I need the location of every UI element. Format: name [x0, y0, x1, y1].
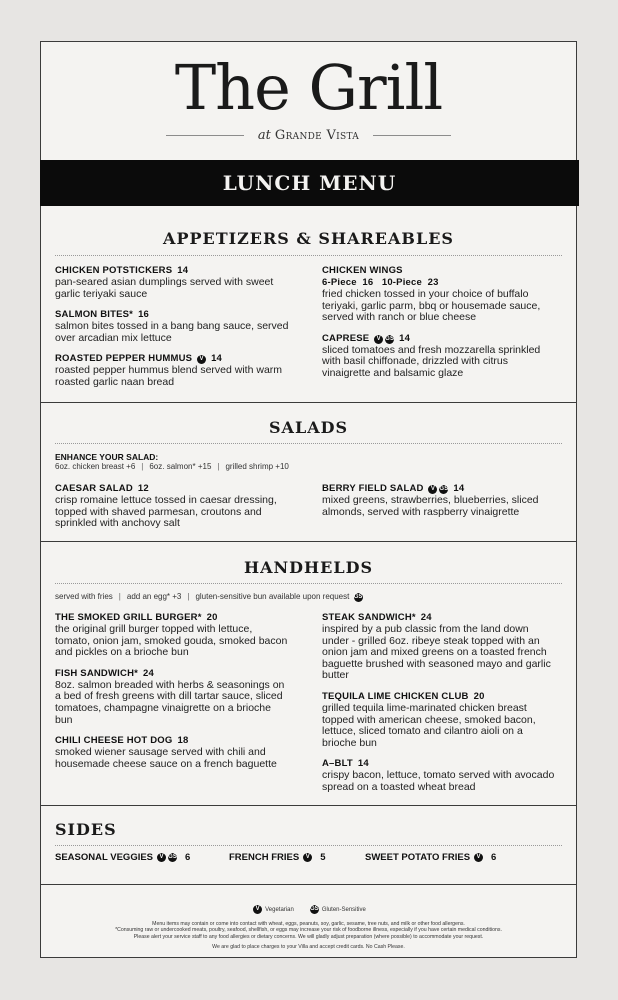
gluten-sensitive-icon: GS — [309, 906, 319, 912]
item-name: SALMON BITES* — [55, 309, 134, 321]
item-name: FRENCH FRIES — [229, 852, 300, 863]
item-options: 6-Piece 16 10-Piece 23 — [322, 277, 439, 288]
salads-title: SALADS — [268, 418, 349, 437]
menu-item — [322, 483, 557, 518]
item-name: SWEET POTATO FRIES — [365, 852, 471, 863]
sides-divider — [55, 845, 562, 846]
item-price: 6 — [185, 852, 191, 863]
item-description: pan-seared asian dumplings served with sweet garlic teriyaki sauce — [55, 276, 274, 300]
legend-gluten-sensitive: Gluten-Sensitive — [321, 906, 366, 913]
item-description: 8oz. salmon breaded with herbs & seasonings on a bed of fresh greens with dill tartar sauce, sliced tomatoes, champagne vinaigrette on a brioche bun — [55, 678, 285, 726]
item-price: 14 — [453, 483, 465, 494]
item-price: 12 — [137, 483, 149, 494]
lunch-menu-banner: LUNCH MENU — [40, 160, 579, 206]
salads-divider — [55, 443, 562, 444]
item-price: 6 — [491, 852, 497, 863]
item-name: ROASTED PEPPER HUMMUS — [55, 353, 193, 365]
appetizers-section — [41, 207, 576, 402]
side-item — [229, 852, 365, 863]
menu-item — [55, 612, 290, 659]
item-price: 14 — [211, 353, 223, 365]
enhance-option: grilled shrimp +10 — [225, 462, 289, 471]
item-name: CHICKEN POTSTICKERS — [55, 265, 173, 276]
item-name: CHICKEN WINGS — [322, 265, 403, 276]
item-description: fried chicken tossed in your choice of buffalo teriyaki, garlic parm, bbq or housemade sauce, served with ranch or blue cheese — [322, 288, 541, 324]
menu-item — [322, 265, 557, 324]
sides-title: SIDES — [55, 820, 117, 839]
vegetarian-icon: V — [253, 905, 262, 914]
enhance-option: 6oz. salmon* +15 — [149, 462, 212, 471]
allergen-notice: Menu items may contain or come into contact with wheat, eggs, peanuts, soy, garlic, sesame, tree nuts, and milk or other food allergens. — [152, 921, 465, 927]
item-name: THE SMOKED GRILL BURGER* — [55, 612, 202, 623]
divider-right — [373, 135, 451, 136]
item-name: CAESAR SALAD — [55, 483, 133, 494]
menu-item — [55, 483, 290, 530]
subtitle-brand: Grande Vista — [274, 128, 360, 143]
gluten-sensitive-icon: GS — [168, 854, 177, 860]
item-description: the original grill burger topped with lettuce, tomato, onion jam, smoked gouda, smoked bacon and pickles on a brioche bun — [55, 623, 288, 659]
handheld-note: add an egg* +3 — [126, 592, 182, 601]
menu-item — [322, 333, 557, 380]
vegetarian-icon: V — [197, 355, 206, 364]
dietary-legend — [41, 905, 576, 914]
salads-right-column — [322, 483, 557, 527]
item-name: TEQUILA LIME CHICKEN CLUB — [322, 690, 469, 702]
gluten-sensitive-icon: GS — [385, 335, 395, 342]
gluten-sensitive-icon: GS — [353, 594, 363, 600]
item-description: inspired by a pub classic from the land down under - grilled 6oz. ribeye steak topped with an onion jam and mixed greens on a toasted french baguette brushed with seasoned mayo and garlic butter — [322, 623, 551, 682]
menu-header — [41, 42, 576, 159]
handhelds-title: HANDHELDS — [243, 558, 374, 577]
item-name: A–BLT — [322, 758, 353, 770]
item-price: 5 — [320, 852, 326, 863]
vegetarian-icon: V — [428, 485, 437, 494]
item-description: crispy bacon, lettuce, tomato served with avocado spread on a toasted wheat bread — [322, 769, 555, 793]
item-price: 24 — [143, 667, 154, 679]
item-price: 18 — [177, 735, 189, 747]
handhelds-note: served with fries | add an egg* +3 | gluten-sensitive bun available upon request GS — [55, 592, 363, 601]
side-item — [365, 852, 496, 863]
logo-subtitle — [258, 128, 359, 143]
item-price: 20 — [206, 612, 218, 623]
handhelds-divider — [55, 583, 562, 584]
handhelds-right-column — [322, 612, 557, 803]
sides-section — [41, 805, 576, 885]
allergy-alert-notice: Please alert your service staff to any food allergies or dietary concerns. We will gladly adjust preparation (where possible) to accommodate your request. — [133, 933, 484, 940]
enhance-label: ENHANCE YOUR SALAD: — [55, 452, 159, 462]
item-description: roasted pepper hummus blend served with warm roasted garlic naan bread — [55, 364, 283, 388]
item-name: STEAK SANDWICH* — [322, 612, 416, 623]
side-item — [55, 852, 229, 863]
menu-item — [322, 612, 557, 682]
menu-footer — [41, 884, 576, 959]
handhelds-section — [41, 541, 576, 806]
item-description: mixed greens, strawberries, blueberries, sliced almonds, served with raspberry vinaigrette — [322, 494, 539, 518]
item-name: CHILI CHEESE HOT DOG — [55, 735, 173, 747]
handheld-note: gluten-sensitive bun available upon request — [195, 592, 350, 601]
item-price: 16 — [138, 309, 150, 321]
appetizers-divider — [55, 255, 562, 256]
vegetarian-icon: V — [374, 335, 383, 344]
menu-item — [55, 668, 290, 726]
salads-section — [41, 402, 576, 542]
menu-page — [40, 41, 577, 958]
enhance-salad-note: ENHANCE YOUR SALAD: 6oz. chicken breast +6 | 6oz. salmon* +15 | grilled shrimp +10 — [55, 452, 289, 471]
item-description: grilled tequila lime-marinated chicken breast topped with american cheese, smoked bacon, lettuce, sliced tomato and cilantro aioli on a brioche bun — [322, 701, 536, 749]
item-price: 14 — [177, 265, 189, 276]
appetizers-right-column — [322, 265, 557, 389]
gluten-sensitive-icon: GS — [439, 486, 449, 492]
menu-item — [322, 758, 557, 793]
item-name: FISH SANDWICH* — [55, 667, 139, 679]
item-description: crisp romaine lettuce tossed in caesar dressing, topped with shaved parmesan, croutons and sprinkled with anchovy salt — [55, 494, 277, 530]
enhance-option: 6oz. chicken breast +6 — [55, 462, 136, 471]
logo-subtitle-row — [41, 128, 576, 143]
divider-left — [166, 135, 244, 136]
vegetarian-icon: V — [303, 853, 312, 862]
item-price: 24 — [420, 612, 432, 623]
item-price: 20 — [473, 690, 485, 702]
item-description: salmon bites tossed in a bang bang sauce, served over arcadian mix lettuce — [55, 320, 289, 344]
appetizers-title: APPETIZERS & SHAREABLES — [163, 229, 454, 248]
consumption-notice: *Consuming raw or undercooked meats, poultry, seafood, shellfish, or eggs may increase your risk of foodborne illness, especially if you have certain medical conditions. — [115, 927, 502, 934]
item-name: BERRY FIELD SALAD — [322, 483, 424, 494]
item-name: CAPRESE — [322, 332, 370, 344]
vegetarian-icon: V — [157, 853, 166, 862]
item-price: 14 — [357, 758, 369, 770]
menu-item — [322, 691, 557, 749]
salads-left-column — [55, 483, 290, 539]
item-description: sliced tomatoes and fresh mozzarella sprinkled with basil chiffonade, drizzled with citrus vinaigrette and balsamic glaze — [322, 343, 541, 379]
menu-item — [55, 353, 290, 388]
subtitle-at: at — [257, 128, 271, 143]
item-description: smoked wiener sausage served with chili and housemade cheese sauce on a french baguette — [55, 746, 277, 770]
handhelds-left-column — [55, 612, 290, 779]
appetizers-left-column — [55, 265, 290, 398]
item-name: SEASONAL VEGGIES — [55, 852, 154, 863]
item-price: 14 — [399, 332, 411, 344]
restaurant-logo: The Grill — [174, 51, 443, 124]
handheld-note: served with fries — [55, 592, 113, 601]
legend-vegetarian: Vegetarian — [265, 906, 294, 913]
sides-row — [55, 852, 562, 863]
menu-item — [55, 309, 290, 344]
menu-item — [55, 735, 290, 770]
menu-item — [55, 265, 290, 300]
payment-notice: We are glad to place charges to your Villa and accept credit cards. No Cash Please. — [212, 944, 405, 951]
vegetarian-icon: V — [474, 853, 483, 862]
